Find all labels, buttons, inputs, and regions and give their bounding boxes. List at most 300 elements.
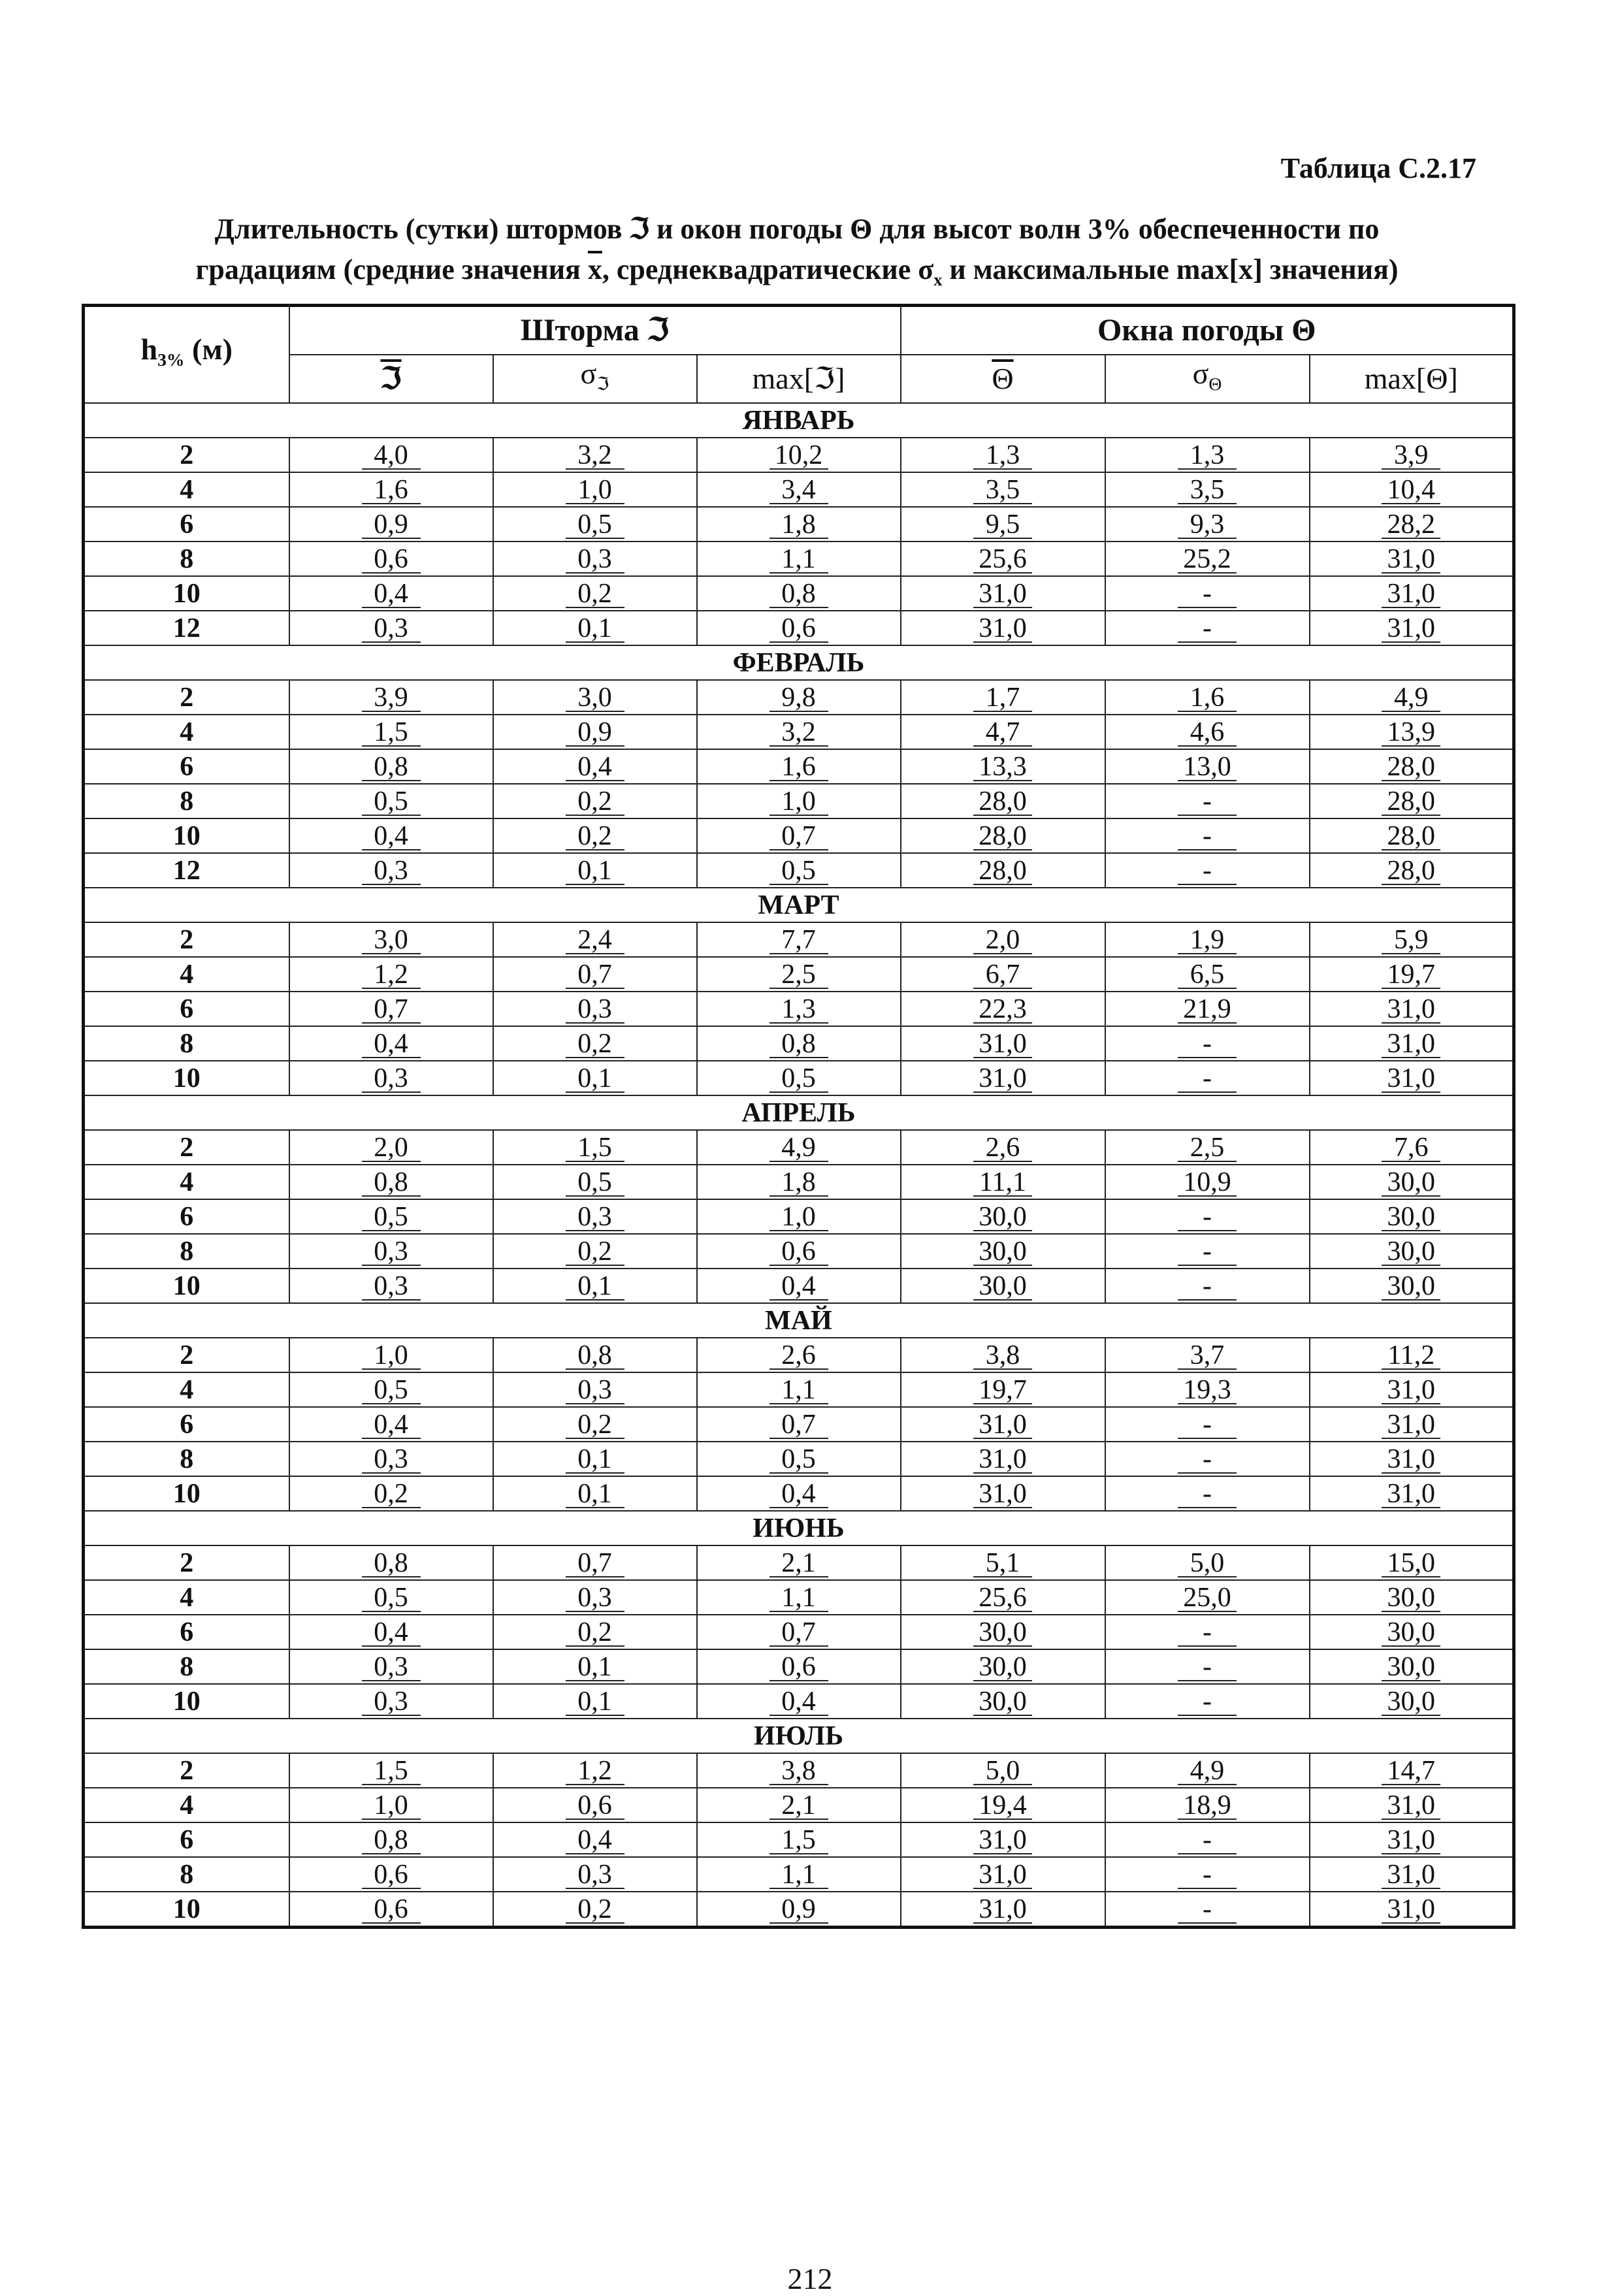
wave-height-cell: 6 — [84, 1407, 289, 1442]
value-cell — [901, 1649, 1105, 1684]
value-cell — [1105, 1407, 1310, 1442]
value-text: 3,2 — [566, 442, 624, 470]
value-cell — [901, 1061, 1105, 1095]
value-text: 31,0 — [1382, 546, 1440, 574]
value-text: 0,8 — [362, 1827, 421, 1854]
value-cell — [289, 749, 493, 784]
value-cell — [1105, 818, 1310, 853]
value-text: 0,4 — [362, 823, 421, 850]
table-row — [84, 1165, 1514, 1199]
value-text: 14,7 — [1382, 1758, 1440, 1785]
value-text: 0,4 — [362, 1619, 421, 1647]
value-cell — [1105, 715, 1310, 749]
value-text: 0,9 — [566, 719, 624, 747]
value-cell — [901, 1407, 1105, 1442]
wave-height-cell: 6 — [84, 1822, 289, 1857]
value-text: - — [1178, 1273, 1237, 1301]
table-row — [84, 1788, 1514, 1822]
value-text: 1,1 — [770, 1862, 828, 1889]
value-cell — [1105, 1476, 1310, 1511]
value-cell — [1310, 749, 1514, 784]
value-text: 5,9 — [1382, 927, 1440, 954]
value-text: 28,0 — [973, 858, 1032, 885]
month-name: ФЕВРАЛЬ — [84, 645, 1514, 680]
value-text: 31,0 — [973, 1827, 1032, 1854]
value-text: 1,5 — [362, 1758, 421, 1785]
value-cell — [1105, 611, 1310, 645]
value-text: 31,0 — [1382, 1412, 1440, 1439]
value-cell — [901, 1476, 1105, 1511]
value-cell — [1105, 922, 1310, 957]
table-row — [84, 1753, 1514, 1788]
value-cell — [289, 1857, 493, 1892]
value-text: 3,9 — [1382, 442, 1440, 470]
table-row — [84, 715, 1514, 749]
value-text: 31,0 — [973, 615, 1032, 643]
value-text: 0,3 — [362, 1065, 421, 1093]
value-cell — [493, 992, 697, 1026]
value-text: - — [1178, 788, 1237, 816]
value-text: 4,6 — [1178, 719, 1237, 747]
value-cell — [289, 992, 493, 1026]
wave-height-cell: 4 — [84, 1165, 289, 1199]
value-cell — [493, 1407, 697, 1442]
value-cell — [697, 1892, 901, 1928]
table-row — [84, 576, 1514, 611]
value-cell — [697, 1788, 901, 1822]
value-cell — [1105, 1269, 1310, 1303]
value-cell — [289, 1234, 493, 1269]
value-cell — [697, 1615, 901, 1649]
value-text: 0,1 — [566, 1654, 624, 1681]
value-cell — [1310, 1753, 1514, 1788]
table-row — [84, 542, 1514, 576]
value-text: 0,6 — [770, 1654, 828, 1681]
value-cell — [901, 611, 1105, 645]
value-text: 9,5 — [973, 511, 1032, 539]
month-name: ЯНВАРЬ — [84, 403, 1514, 438]
value-cell — [697, 1199, 901, 1234]
value-text: 0,4 — [362, 1031, 421, 1058]
value-text: 0,5 — [362, 1585, 421, 1612]
value-text: 0,2 — [566, 788, 624, 816]
value-cell — [1310, 576, 1514, 611]
value-cell — [901, 1199, 1105, 1234]
value-text: 1,5 — [770, 1827, 828, 1854]
value-text: 1,7 — [973, 685, 1032, 712]
value-text: 3,5 — [973, 477, 1032, 504]
value-text: - — [1178, 1238, 1237, 1266]
value-text: - — [1178, 1827, 1237, 1854]
value-text: 0,7 — [770, 1412, 828, 1439]
value-text: - — [1178, 1896, 1237, 1924]
value-text: 0,7 — [566, 1550, 624, 1577]
value-text: 4,7 — [973, 719, 1032, 747]
value-cell — [493, 1026, 697, 1061]
value-cell — [289, 784, 493, 818]
value-cell — [697, 1545, 901, 1580]
value-text: 31,0 — [973, 1862, 1032, 1889]
value-text: 0,5 — [362, 788, 421, 816]
value-text: 1,5 — [566, 1135, 624, 1162]
value-text: 0,2 — [566, 1896, 624, 1924]
value-text: 30,0 — [973, 1689, 1032, 1716]
wave-height-cell: 4 — [84, 472, 289, 507]
wave-height-cell: 4 — [84, 715, 289, 749]
table-row — [84, 1061, 1514, 1095]
value-cell — [901, 507, 1105, 542]
value-text: 1,0 — [566, 477, 624, 504]
value-cell — [289, 1649, 493, 1684]
value-cell — [1310, 611, 1514, 645]
value-text: 31,0 — [973, 1065, 1032, 1093]
value-cell — [493, 1580, 697, 1615]
value-cell — [901, 1580, 1105, 1615]
value-cell — [901, 1822, 1105, 1857]
value-cell — [289, 1545, 493, 1580]
value-text: 31,0 — [1382, 1031, 1440, 1058]
value-text: 0,1 — [566, 858, 624, 885]
value-cell — [697, 576, 901, 611]
value-cell — [289, 818, 493, 853]
value-cell — [697, 715, 901, 749]
value-text: 31,0 — [1382, 1065, 1440, 1093]
value-cell — [697, 1061, 901, 1095]
value-text: 11,2 — [1382, 1342, 1440, 1370]
value-cell — [1310, 853, 1514, 888]
value-cell — [289, 1407, 493, 1442]
table-row — [84, 611, 1514, 645]
value-cell — [901, 680, 1105, 715]
value-cell — [289, 957, 493, 992]
value-cell — [1310, 784, 1514, 818]
month-header-row — [84, 1303, 1514, 1338]
value-text: 0,5 — [770, 1065, 828, 1093]
value-cell — [1105, 1442, 1310, 1476]
value-cell — [1310, 1234, 1514, 1269]
value-cell — [289, 1061, 493, 1095]
value-text: 0,2 — [566, 1619, 624, 1647]
value-text: 0,8 — [566, 1342, 624, 1370]
value-text: 0,3 — [362, 615, 421, 643]
value-text: 19,3 — [1178, 1377, 1237, 1404]
value-text: - — [1178, 1619, 1237, 1647]
value-cell — [1105, 1649, 1310, 1684]
value-cell — [493, 1857, 697, 1892]
value-cell — [493, 611, 697, 645]
value-text: 0,8 — [362, 1169, 421, 1197]
value-text: 30,0 — [973, 1238, 1032, 1266]
value-cell — [289, 1822, 493, 1857]
value-text: 30,0 — [1382, 1619, 1440, 1647]
value-text: 31,0 — [973, 581, 1032, 608]
value-text: 31,0 — [1382, 1862, 1440, 1889]
storm-sigma-header: $\sigma_ℑ$ — [493, 355, 697, 403]
table-row — [84, 853, 1514, 888]
value-text: 30,0 — [1382, 1585, 1440, 1612]
value-text: 0,6 — [566, 1792, 624, 1820]
table-row — [84, 1892, 1514, 1928]
value-cell — [901, 472, 1105, 507]
value-cell — [289, 1165, 493, 1199]
value-text: 0,3 — [362, 1273, 421, 1301]
value-text: 0,6 — [362, 1896, 421, 1924]
value-text: 11,1 — [973, 1169, 1032, 1197]
value-cell — [289, 1269, 493, 1303]
value-text: 1,0 — [362, 1792, 421, 1820]
value-cell — [1105, 1165, 1310, 1199]
wave-height-header: $h_{3\%}$ (м) — [84, 306, 289, 404]
value-text: 0,1 — [566, 1065, 624, 1093]
wave-height-cell: 10 — [84, 1892, 289, 1928]
month-header-row — [84, 1095, 1514, 1130]
value-text: 3,4 — [770, 477, 828, 504]
value-cell — [289, 1892, 493, 1928]
table-row — [84, 1857, 1514, 1892]
value-cell — [1105, 1892, 1310, 1928]
value-text: 0,3 — [566, 546, 624, 574]
value-text: 0,6 — [770, 1238, 828, 1266]
value-cell — [1105, 1580, 1310, 1615]
value-cell — [697, 992, 901, 1026]
value-text: 3,0 — [566, 685, 624, 712]
value-text: 0,2 — [566, 1031, 624, 1058]
value-cell — [289, 611, 493, 645]
wave-height-cell: 10 — [84, 818, 289, 853]
value-cell — [901, 542, 1105, 576]
value-text: 2,5 — [770, 962, 828, 989]
value-text: 31,0 — [1382, 1792, 1440, 1820]
value-text: 21,9 — [1178, 996, 1237, 1024]
value-cell — [1310, 1199, 1514, 1234]
value-text: 5,0 — [973, 1758, 1032, 1785]
value-cell — [493, 1615, 697, 1649]
value-text: 0,6 — [770, 615, 828, 643]
value-text: 1,5 — [362, 719, 421, 747]
value-text: 0,1 — [566, 1689, 624, 1716]
value-text: - — [1178, 1654, 1237, 1681]
value-cell — [493, 1199, 697, 1234]
value-text: - — [1178, 823, 1237, 850]
value-text: 0,3 — [362, 1238, 421, 1266]
value-text: 0,3 — [566, 996, 624, 1024]
value-cell — [697, 853, 901, 888]
value-text: 31,0 — [1382, 1896, 1440, 1924]
value-text: 4,9 — [1178, 1758, 1237, 1785]
value-text: 28,2 — [1382, 511, 1440, 539]
value-text: 28,0 — [1382, 788, 1440, 816]
table-row — [84, 1234, 1514, 1269]
value-cell — [289, 1442, 493, 1476]
value-cell — [1310, 1892, 1514, 1928]
value-text: 0,3 — [362, 858, 421, 885]
window-max-header: max[Θ] — [1310, 355, 1514, 403]
value-text: 0,7 — [770, 1619, 828, 1647]
value-text: 1,3 — [770, 996, 828, 1024]
value-text: 0,1 — [566, 1273, 624, 1301]
value-cell — [493, 1372, 697, 1407]
storm-data-table — [82, 304, 1515, 1929]
value-text: 0,4 — [770, 1481, 828, 1508]
value-cell — [901, 1165, 1105, 1199]
value-text: 0,3 — [566, 1377, 624, 1404]
value-text: 0,8 — [770, 1031, 828, 1058]
value-text: 30,0 — [973, 1273, 1032, 1301]
value-cell — [493, 1442, 697, 1476]
value-text: 2,1 — [770, 1792, 828, 1820]
value-text: 1,6 — [362, 477, 421, 504]
value-text: 0,3 — [362, 1446, 421, 1474]
value-cell — [1310, 715, 1514, 749]
value-text: 18,9 — [1178, 1792, 1237, 1820]
value-text: 0,2 — [566, 1412, 624, 1439]
month-header-row — [84, 1719, 1514, 1753]
value-cell — [289, 680, 493, 715]
value-text: 1,1 — [770, 1377, 828, 1404]
value-cell — [1105, 1199, 1310, 1234]
wave-height-cell: 4 — [84, 1788, 289, 1822]
value-text: 31,0 — [1382, 996, 1440, 1024]
wave-height-cell: 8 — [84, 784, 289, 818]
value-text: 1,2 — [362, 962, 421, 989]
value-text: 3,5 — [1178, 477, 1237, 504]
value-text: 3,0 — [362, 927, 421, 954]
value-text: 0,8 — [362, 754, 421, 781]
value-cell — [289, 1615, 493, 1649]
value-cell — [1310, 1442, 1514, 1476]
wave-height-cell: 2 — [84, 1130, 289, 1165]
table-row — [84, 1372, 1514, 1407]
value-cell — [493, 1269, 697, 1303]
value-text: 0,9 — [770, 1896, 828, 1924]
table-label: Таблица С.2.17 — [1280, 152, 1476, 184]
value-cell — [289, 1130, 493, 1165]
value-cell — [289, 576, 493, 611]
value-text: - — [1178, 1689, 1237, 1716]
table-caption — [85, 209, 1509, 300]
wave-height-cell: 2 — [84, 922, 289, 957]
value-text: 5,0 — [1178, 1550, 1237, 1577]
value-cell — [901, 1545, 1105, 1580]
value-cell — [901, 992, 1105, 1026]
value-cell — [901, 1442, 1105, 1476]
value-cell — [289, 1753, 493, 1788]
value-cell — [1105, 1857, 1310, 1892]
value-cell — [1105, 1545, 1310, 1580]
value-cell — [289, 1788, 493, 1822]
value-cell — [901, 1372, 1105, 1407]
table-row — [84, 1269, 1514, 1303]
value-cell — [697, 749, 901, 784]
value-cell — [1310, 922, 1514, 957]
value-cell — [697, 1476, 901, 1511]
wave-height-cell: 6 — [84, 1199, 289, 1234]
month-header-row — [84, 888, 1514, 922]
wave-height-cell: 6 — [84, 749, 289, 784]
value-cell — [1105, 472, 1310, 507]
value-text: 31,0 — [973, 1896, 1032, 1924]
value-cell — [697, 1338, 901, 1372]
value-cell — [1310, 1372, 1514, 1407]
value-text: - — [1178, 858, 1237, 885]
wave-height-cell: 6 — [84, 992, 289, 1026]
value-cell — [1105, 507, 1310, 542]
value-cell — [1105, 749, 1310, 784]
value-text: 0,3 — [362, 1689, 421, 1716]
value-cell — [697, 1822, 901, 1857]
value-cell — [1310, 1857, 1514, 1892]
value-cell — [493, 1753, 697, 1788]
month-header-row — [84, 403, 1514, 438]
wave-height-cell: 4 — [84, 957, 289, 992]
value-text: 7,7 — [770, 927, 828, 954]
value-cell — [1105, 438, 1310, 472]
value-cell — [289, 1684, 493, 1719]
table-row — [84, 1407, 1514, 1442]
value-cell — [901, 784, 1105, 818]
value-text: 0,5 — [770, 1446, 828, 1474]
value-cell — [1310, 1476, 1514, 1511]
value-cell — [493, 1684, 697, 1719]
value-cell — [1105, 1234, 1310, 1269]
value-cell — [697, 542, 901, 576]
value-text: 0,2 — [566, 581, 624, 608]
value-text: 0,2 — [566, 823, 624, 850]
value-cell — [697, 1649, 901, 1684]
value-text: 30,0 — [1382, 1654, 1440, 1681]
value-text: 10,2 — [770, 442, 828, 470]
value-cell — [697, 1857, 901, 1892]
value-cell — [289, 472, 493, 507]
value-text: 28,0 — [1382, 754, 1440, 781]
wave-height-cell: 12 — [84, 853, 289, 888]
value-cell — [901, 1338, 1105, 1372]
value-cell — [901, 1269, 1105, 1303]
value-text: 9,8 — [770, 685, 828, 712]
wave-height-cell: 10 — [84, 576, 289, 611]
value-text: 0,8 — [362, 1550, 421, 1577]
table-row — [84, 1338, 1514, 1372]
value-text: 0,3 — [566, 1585, 624, 1612]
value-cell — [901, 1130, 1105, 1165]
value-text: 25,6 — [973, 546, 1032, 574]
table-row — [84, 922, 1514, 957]
value-cell — [1310, 818, 1514, 853]
table-row — [84, 1684, 1514, 1719]
value-text: 3,2 — [770, 719, 828, 747]
wave-height-cell: 8 — [84, 1026, 289, 1061]
value-cell — [1310, 1822, 1514, 1857]
value-text: 1,9 — [1178, 927, 1237, 954]
value-text: 1,0 — [362, 1342, 421, 1370]
wave-height-cell: 10 — [84, 1476, 289, 1511]
value-text: 13,9 — [1382, 719, 1440, 747]
month-name: МАРТ — [84, 888, 1514, 922]
table-row — [84, 507, 1514, 542]
value-cell — [1105, 1788, 1310, 1822]
window-mean-header: $\overline{\Theta}$ — [901, 355, 1105, 403]
value-cell — [1310, 507, 1514, 542]
value-cell — [289, 1338, 493, 1372]
table-row — [84, 749, 1514, 784]
month-header-row — [84, 1511, 1514, 1545]
caption-line-1: Длительность (сутки) штормов ℑ и окон погоды Θ для высот волн 3% обеспеченности по — [214, 213, 1380, 245]
value-cell — [697, 1372, 901, 1407]
value-text: 0,2 — [362, 1481, 421, 1508]
value-cell — [289, 1372, 493, 1407]
wave-height-cell: 2 — [84, 438, 289, 472]
value-text: 0,7 — [362, 996, 421, 1024]
